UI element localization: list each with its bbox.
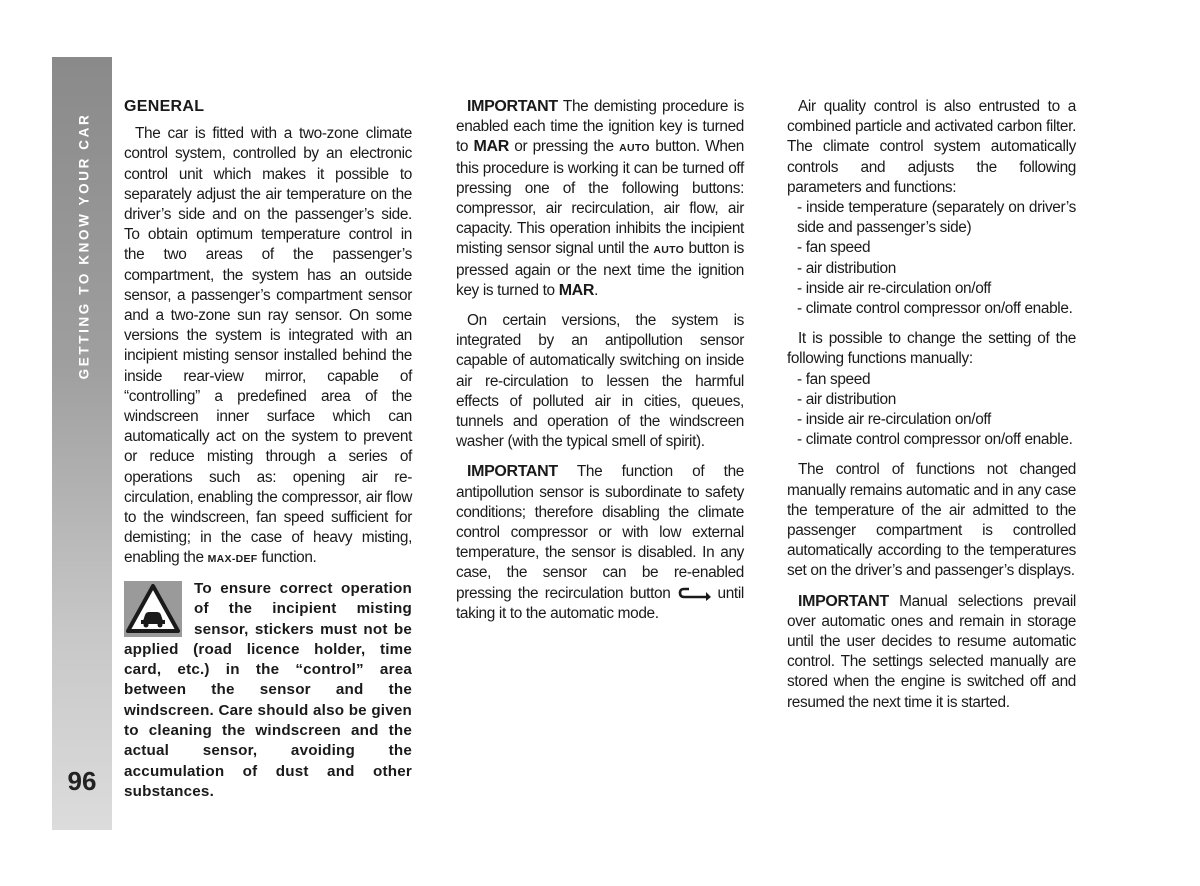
list-item: - air distribution [797, 259, 896, 277]
manual-settings-paragraph: It is possible to change the setting of the following functions manually: [787, 330, 1076, 368]
list-item: - inside temperature (separately on driver’s side and passenger’s side) [797, 199, 1076, 237]
demisting-text: or pressing the [508, 138, 620, 156]
important-label: IMPORTANT [798, 592, 889, 610]
manual-selection-important-paragraph [787, 592, 1076, 713]
list-item: - climate control compressor on/off enable. [797, 300, 1073, 318]
list-item: - inside air re-circulation on/off [797, 279, 991, 297]
antipollution-text: until taking it to the automatic mode. [456, 584, 744, 622]
list-item: - fan speed [797, 370, 871, 388]
demisting-text: The demisting procedure is enabled each time the ignition key is turned to [456, 98, 744, 156]
recirculation-icon [677, 587, 711, 601]
column-3 [787, 97, 1076, 723]
important-label: IMPORTANT [467, 463, 558, 481]
list-item: - climate control compressor on/off enable. [797, 431, 1073, 449]
mar-key: MAR [473, 138, 509, 156]
warning-triangle-car-icon [124, 581, 182, 637]
list-item: - air distribution [797, 390, 896, 408]
warning-text: To ensure correct operation of the incipient misting sensor, stickers must not be applied (road licence holder, time card, etc.) in the “control” area between the sensor and the windscreen. Care should also be given to cleaning the windscreen and the actual sensor, avoiding the accumulation of dust and other substances. [124, 580, 412, 800]
general-text-end: function. [257, 549, 317, 567]
automatic-control-paragraph: The control of functions not changed manually remains automatic and in any case the temperature of the air admitted to the passenger compartment is controlled automatically according to the temperatures set on the driver’s and passenger’s displays. [787, 461, 1076, 580]
chapter-title: GETTING TO KNOW YOUR CAR [76, 112, 92, 380]
antipollution-text: The function of the antipollution sensor is subordinate to safety conditions; therefore disabling the climate control compressor or with low external temperature, the sensor is disabled. In any case, the sensor can be re-enabled pressing the recirculation button [456, 463, 744, 602]
important-label: IMPORTANT [467, 98, 558, 115]
column-2 [456, 97, 744, 634]
antipollution-important-paragraph [456, 462, 744, 624]
page-number: 96 [67, 766, 97, 796]
manual-selection-text: Manual selections prevail over automatic ones and remain in storage until the user decides to resume automatic control. The settings selected manually are stored when the engine is switched off and resumed the next time it is started. [787, 592, 1076, 711]
antipollution-paragraph: On certain versions, the system is integrated by an antipollution sensor capable of automatically switching on inside air re-circulation to lessen the harmful effects of polluted air in cities, queues, tunnels and operation of the windscreen washer (with the typical smell of spirit). [456, 312, 744, 451]
mar-key: MAR [558, 281, 595, 299]
warning-box [124, 579, 412, 802]
air-quality-paragraph: Air quality control is also entrusted to a combined particle and activated carbon filter. The climate control system automatically controls and adjusts the following parameters and functions: [787, 98, 1076, 196]
max-def-key: MAX-DEF [207, 553, 258, 566]
list-item: - fan speed [797, 239, 871, 257]
auto-key: AUTO [653, 244, 685, 257]
list-item: - inside air re-circulation on/off [797, 411, 991, 429]
demisting-text: button is pressed again or the next time the ignition key is turned to [456, 240, 744, 299]
section-heading: GENERAL [124, 98, 205, 115]
auto-functions-list [787, 198, 1076, 319]
auto-key: AUTO [619, 142, 650, 155]
manual-functions-list [787, 370, 1076, 451]
general-text: The car is fitted with a two-zone climate control system, controlled by an electronic control unit which makes it possible to separately adjust the air temperature on the driver’s side and on the passenger’s side. To obtain optimum temperature control in the two areas of the passenger’s compartment, the system has an outside sensor, a passenger’s compartment sensor and a two-zone sun ray sensor. On some versions the system is integrated with an incipient misting sensor installed behind the inside rear-view mirror, capable of “controlling” a predefined area of the windscreen inner surface which can automatically act on the system to prevent or reduce misting through a series of operations such as: opening air re-circulation, enabling the compressor, air flow to the windscreen, fan speed sufficient for demisting; in the case of heavy misting, enabling the [124, 125, 412, 567]
demisting-paragraph [456, 97, 744, 301]
demisting-text: button. When this procedure is working it can be turned off pressing one of the following buttons: compressor, air recirculation, air flow, air capacity. This operation inhibits the incipient misting sensor signal until the [456, 138, 744, 258]
demisting-text: . [594, 281, 599, 299]
general-paragraph [124, 124, 412, 569]
column-1 [124, 97, 412, 580]
